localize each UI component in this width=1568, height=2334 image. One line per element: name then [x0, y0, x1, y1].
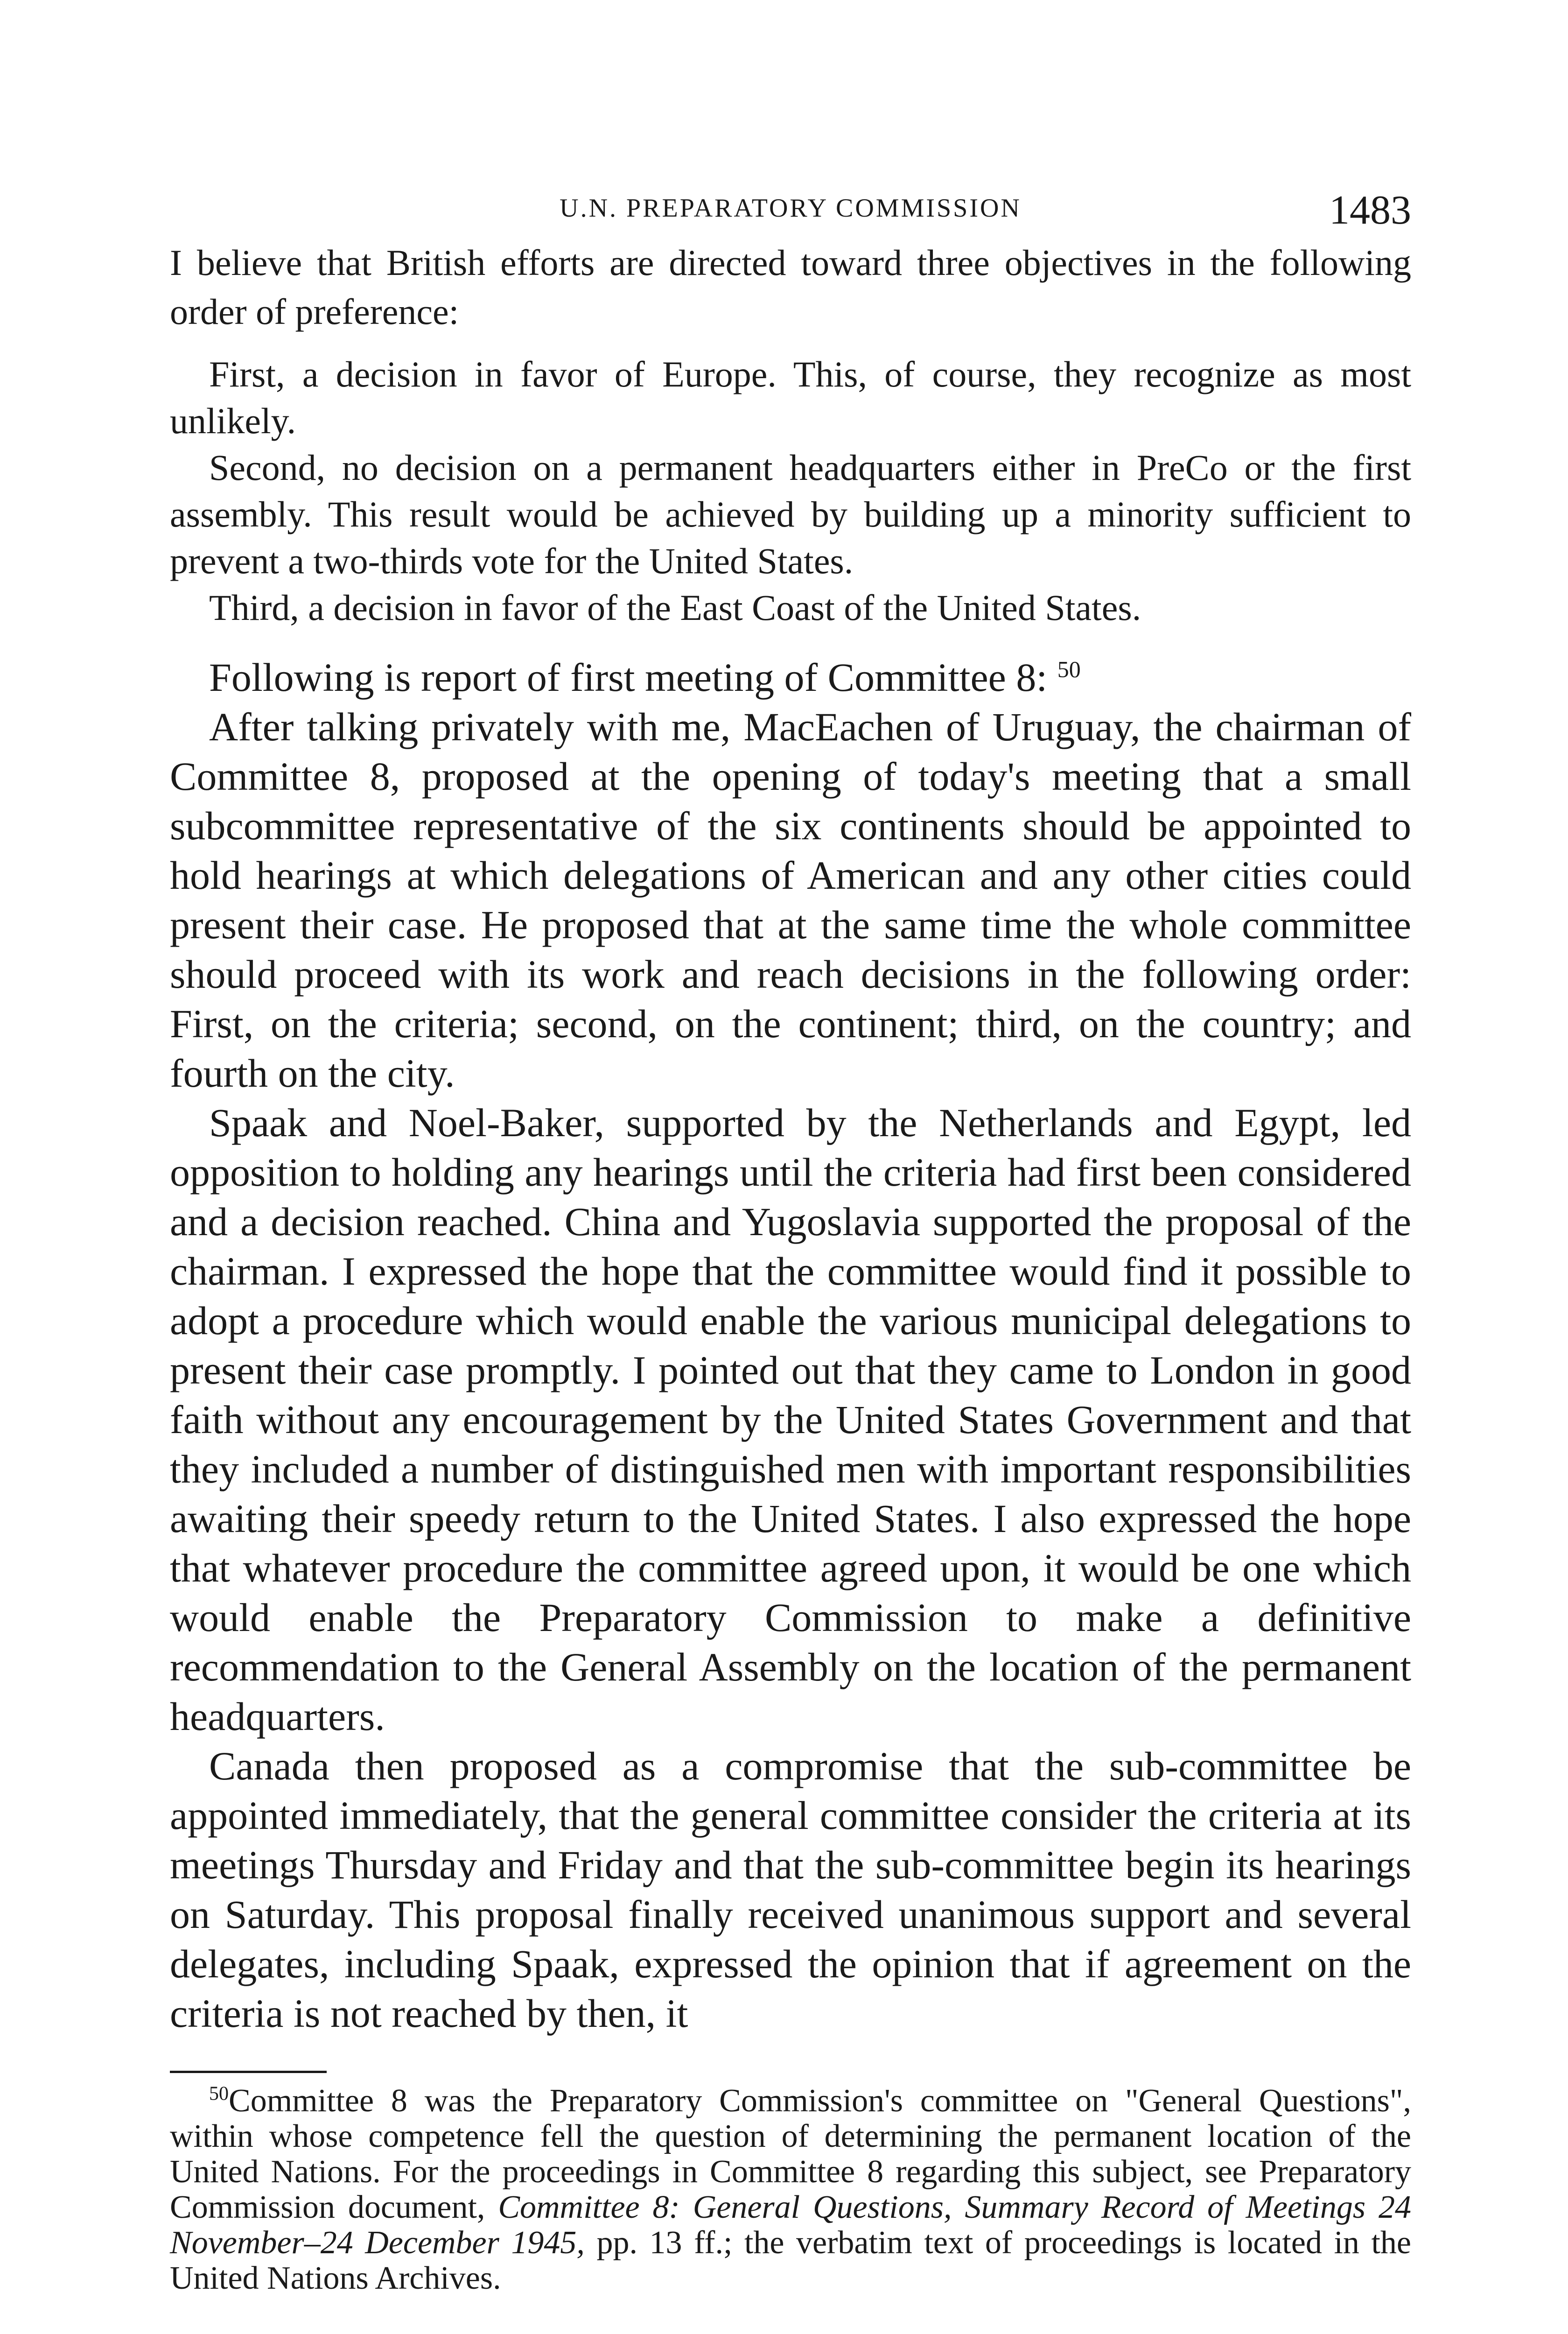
paragraph: Canada then proposed as a compromise that the sub-committee be appointed immediately, that the general committee consider the criteria at its meetings Thursday and Friday and that the sub-committee begin its hearings on Saturday. This proposal finally received unanimous support and several delegates, including Spaak, expressed the opinion that if agreement on the criteria is not reached by then, it	[170, 1743, 1411, 2036]
page-number: 1483	[1329, 188, 1411, 233]
body-text	[170, 653, 1411, 2038]
lead-in-paragraph	[170, 653, 1411, 702]
quote-intro: I believe that British efforts are directed toward three objectives in the following order of preference:	[170, 242, 1411, 332]
quoted-block	[170, 238, 1411, 631]
paragraph: Spaak and Noel-Baker, supported by the Netherlands and Egypt, led opposition to holding any hearings until the criteria had first been considered and a decision reached. China and Yugoslavia supported the proposal of the chairman. I expressed the hope that the committee would find it possible to adopt a procedure which would enable the various municipal delegations to present their case promptly. I pointed out that they came to London in good faith without any encouragement by the United States Government and that they included a number of distinguished men with important responsibilities awaiting their speedy return to the United States. I also expressed the hope that whatever procedure the committee agreed upon, it would be one which would enable the Preparatory Commission to make a definitive recommendation to the General Assembly on the location of the permanent headquarters.	[170, 1100, 1411, 1739]
footnote-text-before: Committee 8 was the Preparatory Commission's committee on "General Questions", within whose competence fell the question of determining the permanent location of the United Nations. For the proceedings in Committee 8 regarding this subject, see Preparatory Commission document,	[170, 2083, 1411, 2225]
running-title: U.N. PREPARATORY COMMISSION	[560, 194, 1022, 223]
running-head	[170, 187, 1411, 238]
footnote-divider	[170, 2071, 327, 2073]
footnote-marker: 50	[209, 2083, 229, 2105]
quote-item-first: First, a decision in favor of Europe. This, of course, they recognize as most unlikely.	[170, 354, 1411, 441]
footnote-document-title: Committee 8: General Questions, Summary Record of Meetings 24 November–24 December 1945,	[170, 2189, 1411, 2261]
document-page	[170, 187, 1411, 2296]
quote-item-second: Second, no decision on a permanent headquarters either in PreCo or the first assembly. This result would be achieved by building up a minority sufficient to prevent a two-thirds vote for the United States.	[170, 447, 1411, 581]
quote-item-third: Third, a decision in favor of the East Coast of the United States.	[209, 587, 1141, 628]
lead-in-text: Following is report of first meeting of Committee 8:	[209, 655, 1048, 700]
footnote-text-after: pp. 13 ff.; the verbatim text of proceedings is located in the United Nations Archives.	[170, 2225, 1411, 2296]
footnote	[170, 2083, 1411, 2296]
footnote-reference: 50	[1057, 656, 1081, 682]
paragraph: After talking privately with me, MacEachen of Uruguay, the chairman of Committee 8, proposed at the opening of today's meeting that a small subcommittee representative of the six continents should be appointed to hold hearings at which delegations of American and any other cities could present their case. He proposed that at the same time the whole committee should proceed with its work and reach decisions in the following order: First, on the criteria; second, on the continent; third, on the country; and fourth on the city.	[170, 704, 1411, 1096]
